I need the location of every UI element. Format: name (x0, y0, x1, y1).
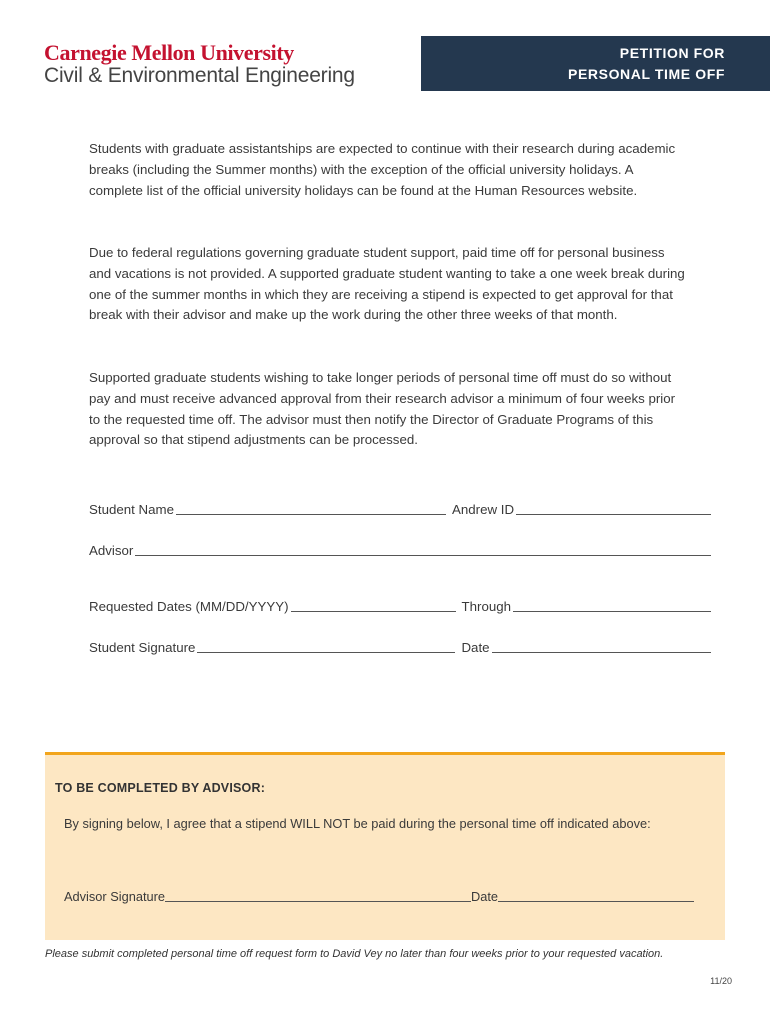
student-name-field[interactable] (176, 500, 446, 515)
policy-paragraph-3: Supported graduate students wishing to take longer periods of personal time off must do so without pay and must receive advanced approval from their research advisor a minimum of four weeks prior to the requested time off. The advisor must then notify the Director of Graduate Programs of this approval so that stipend adjustments can be processed. (89, 370, 676, 448)
policy-paragraph-2: Due to federal regulations governing graduate student support, paid time off for personal business and vacations is not provided. A supported graduate student wanting to take a one week break during one of the summer months in which they are receiving a stipend is expected to get approval for that break with their advisor and make up the work during the other three weeks of that month. (89, 245, 685, 323)
submission-note: Please submit completed personal time off request form to David Vey no later than four weeks prior to your requested vacation. (45, 948, 664, 960)
advisor-row (89, 541, 711, 558)
through-label: Through (461, 599, 512, 614)
student-date-field[interactable] (492, 638, 711, 653)
requested-start-date-field[interactable] (291, 597, 456, 612)
student-name-label: Student Name (89, 502, 175, 517)
advisor-agreement-statement: By signing below, I agree that a stipend WILL NOT be paid during the personal time off indicated above: (64, 816, 651, 831)
andrew-id-field[interactable] (516, 500, 711, 515)
student-date-label: Date (461, 640, 490, 655)
advisor-date-field[interactable] (498, 887, 694, 902)
advisor-signature-field[interactable] (165, 887, 471, 902)
requested-dates-row (89, 597, 711, 614)
student-signature-label: Student Signature (89, 640, 196, 655)
department-name: Civil & Environmental Engineering (44, 64, 355, 87)
advisor-signature-row (64, 887, 694, 904)
advisor-signature-label: Advisor Signature (64, 889, 166, 904)
advisor-field[interactable] (135, 541, 711, 556)
advisor-section-heading: TO BE COMPLETED BY ADVISOR: (55, 781, 266, 795)
policy-paragraph-1: Students with graduate assistantships are expected to continue with their research during academic breaks (including the Summer months) with the exception of the official university holidays. A complete list of the official university holidays can be found at the Human Resources website. (89, 141, 676, 198)
student-signature-row (89, 638, 711, 655)
form-title-banner (421, 36, 770, 91)
advisor-label: Advisor (89, 543, 134, 558)
advisor-date-label: Date (471, 889, 499, 904)
university-logo: Carnegie Mellon University (44, 40, 294, 65)
form-title-line-1: PETITION FOR (619, 45, 725, 61)
andrew-id-label: Andrew ID (452, 502, 515, 517)
advisor-section (45, 752, 725, 940)
form-title-line-2: PERSONAL TIME OFF (568, 66, 725, 82)
requested-end-date-field[interactable] (513, 597, 711, 612)
requested-dates-label: Requested Dates (MM/DD/YYYY) (89, 599, 289, 614)
student-signature-field[interactable] (197, 638, 455, 653)
form-version: 11/20 (710, 976, 732, 986)
student-info-row (89, 500, 711, 517)
